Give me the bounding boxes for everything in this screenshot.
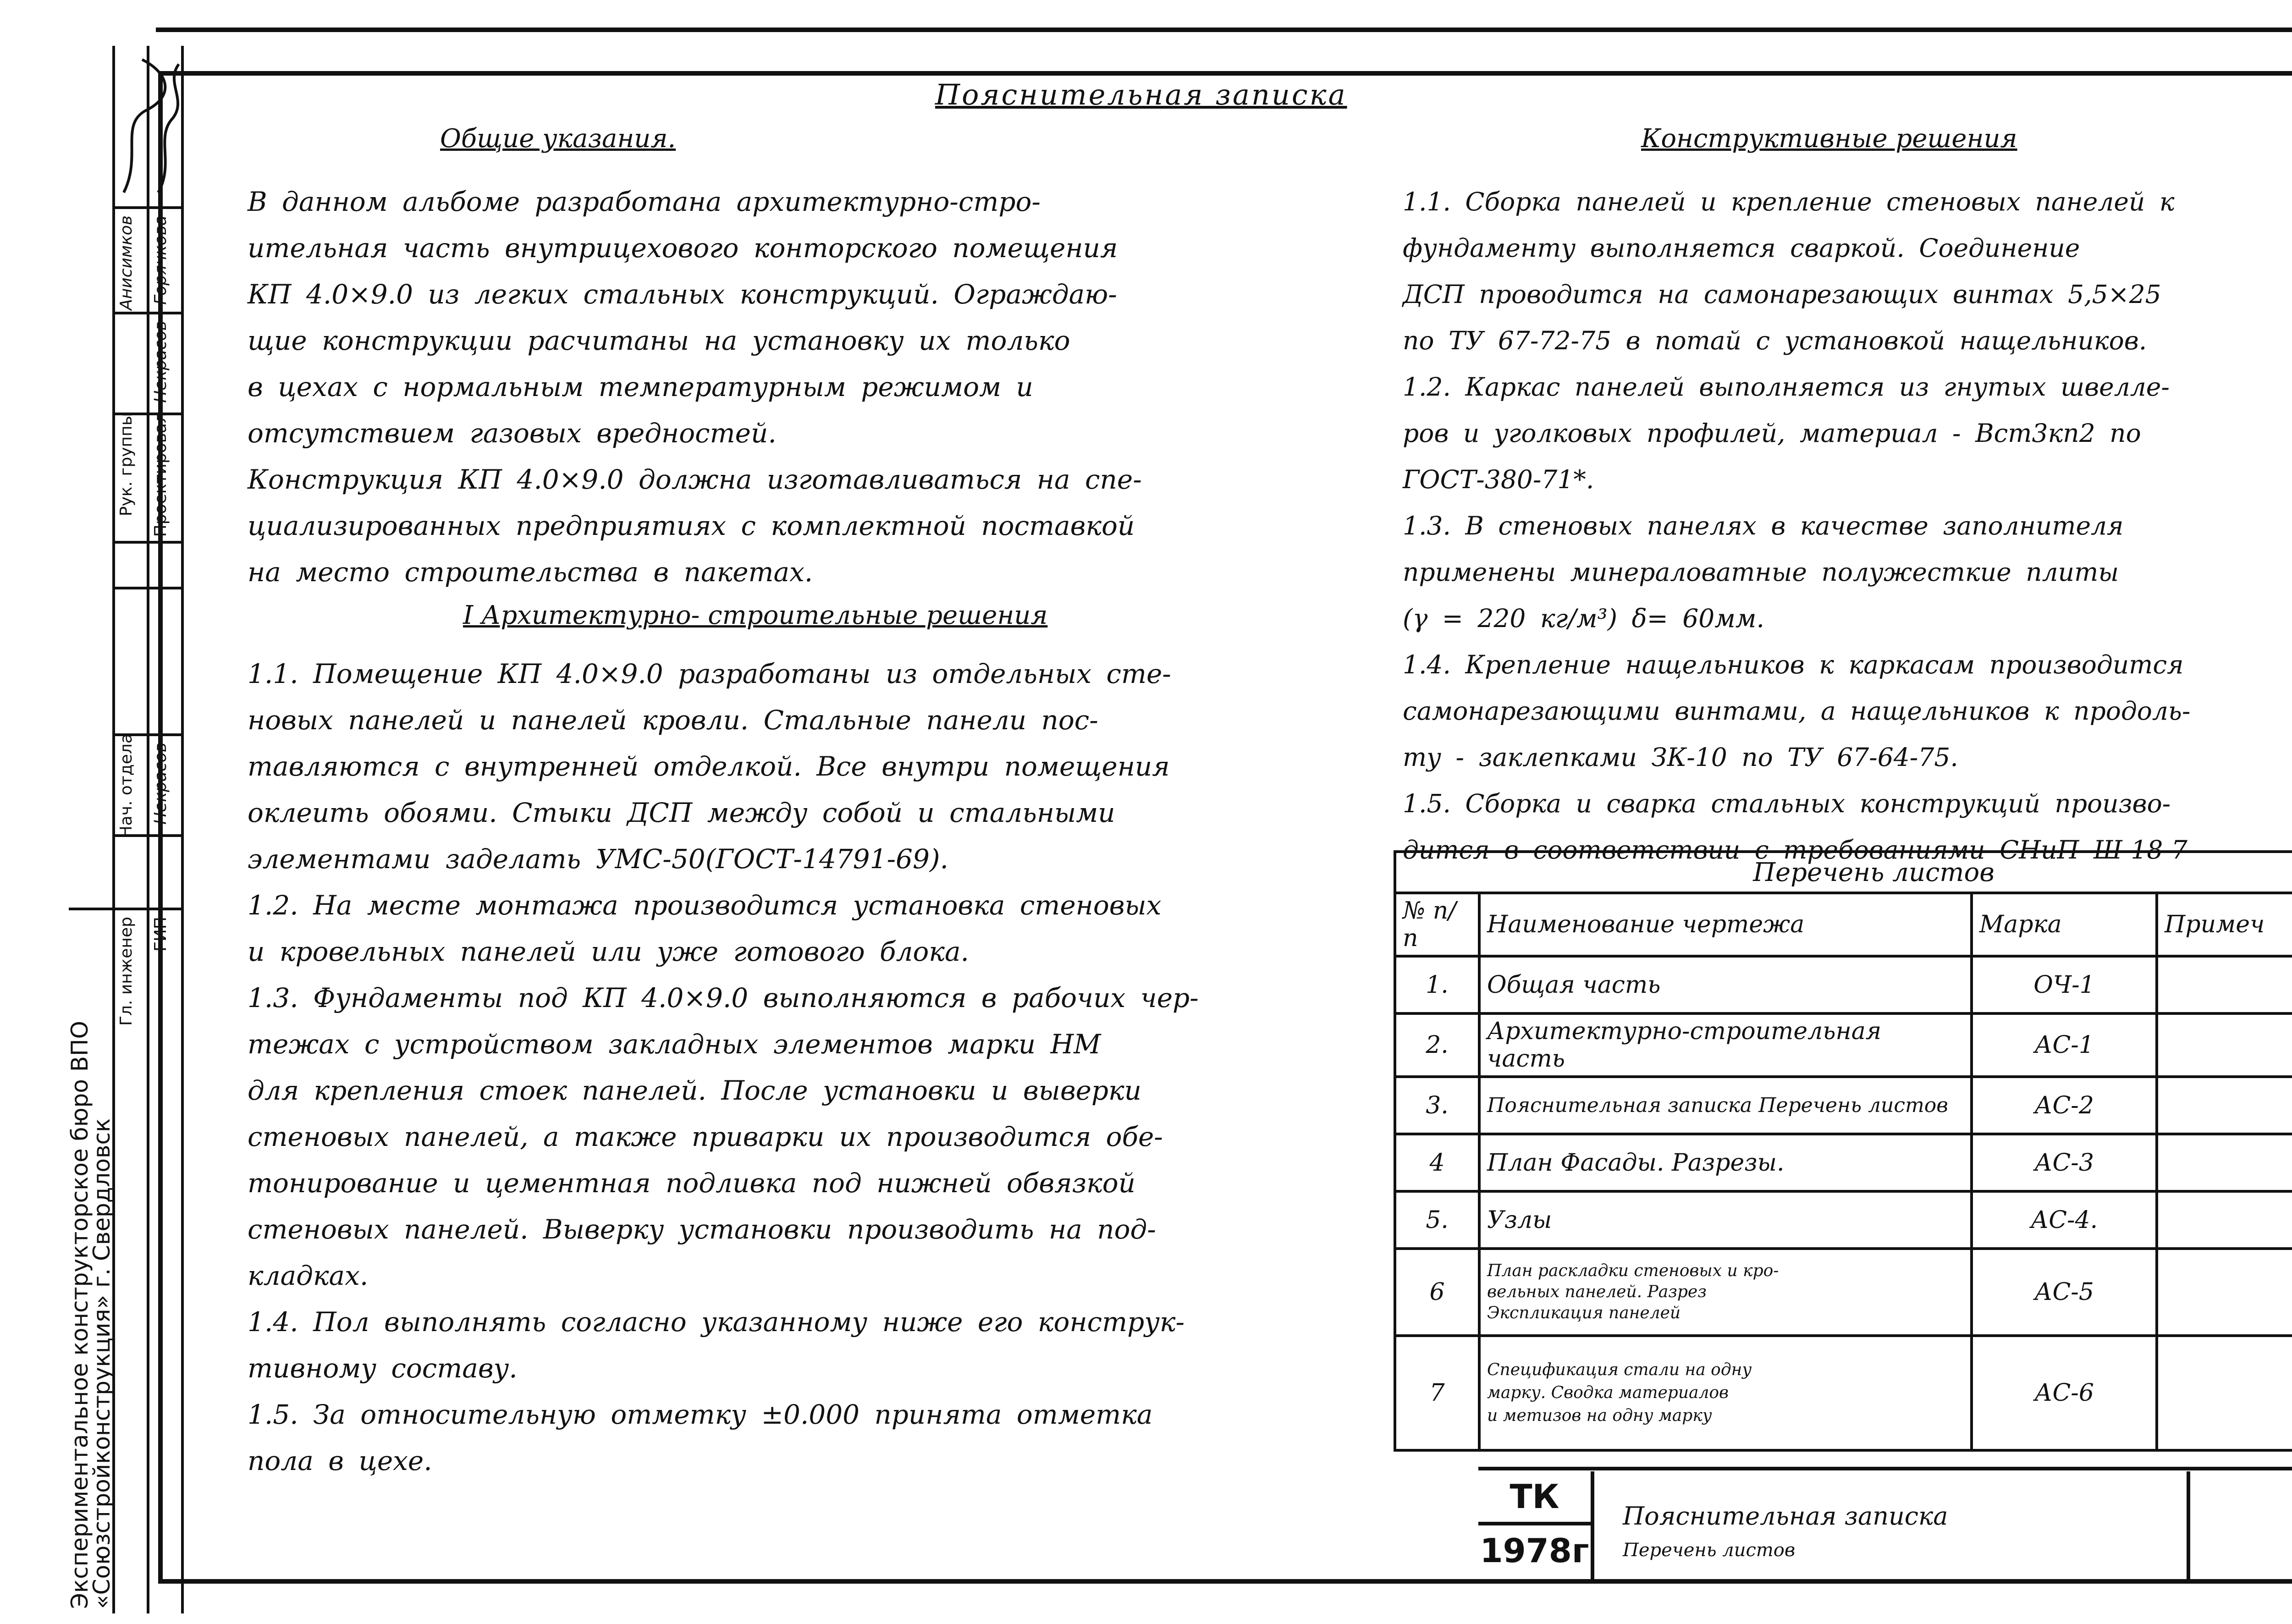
row-number: 2. [1395, 1013, 1479, 1077]
table-row [1395, 1249, 2292, 1336]
row-note [2157, 1077, 2292, 1134]
row-mark: АС-6 [1972, 1336, 2157, 1450]
row-note [2157, 1191, 2292, 1249]
row-mark: АС-2 [1972, 1077, 2157, 1134]
row-note [2157, 1336, 2292, 1450]
col-header: Наименование чертежа [1479, 893, 1972, 956]
title-block-line2: Перечень листов [1623, 1540, 1796, 1561]
code-cell: ТК [1510, 1477, 1559, 1516]
section1-heading: I Архитектурно- строительные решения [463, 600, 1048, 630]
row-note [2157, 956, 2292, 1013]
row-mark: АС-1 [1972, 1013, 2157, 1077]
col-header: № п/п [1395, 893, 1479, 956]
col-header: Марка [1972, 893, 2157, 956]
col-header: Примеч [2157, 893, 2292, 956]
row-note [2157, 1249, 2292, 1336]
row-note [2157, 1013, 2292, 1077]
stamp-name: Некрасов [151, 321, 170, 403]
row-name: Архитектурно-строительная часть [1479, 1013, 1972, 1077]
row-mark: АС-5 [1972, 1249, 2157, 1336]
section1-text: 1.1. Помещение КП 4.0×9.0 разработаны из отдельных сте- новых панелей и панелей кровли. Стальные панели пос- тавляются с внутренней отделкой. Все внутри помещения оклеить обоями. Стыки ДСП между собой и стальными элементами заделать УМС-50(ГОСТ-14791-69). 1.2. На месте монтажа производится установка стеновых и кровельных панелей или уже готового блока. 1.3. Фундаменты под КП 4.0×9.0 выполняются в рабочих чер- тежах с устройством закладных элементов марки НМ для крепления стоек панелей. После установки и выверки стеновых панелей, а также приварки их производится обе- тонирование и цементная подливка под нижней обвязкой стеновых панелей. Выверку установки производить на под- кладках. 1.4. Пол выполнять согласно указанному ниже его конструк- тивному составу. 1.5. За относительную отметку ±0.000 принята отметка пола в цехе. [248, 658, 1199, 1476]
side-stamp [66, 46, 183, 1613]
constructive-heading: Конструктивные решения [1641, 124, 2017, 154]
stamp-role: Нач. отдела [117, 733, 136, 838]
row-name: Пояснительная записка Перечень листов [1479, 1077, 1972, 1134]
sheet-list-caption: Перечень листов [1395, 852, 2292, 893]
row-number: 4 [1395, 1134, 1479, 1191]
table-row [1395, 956, 2292, 1013]
signature-mark [115, 55, 183, 202]
stamp-name: Анисимков [117, 215, 136, 310]
general-text: В данном альбоме разработана архитектурно-стро- ительная часть внутрицехового конторского помещения КП 4.0×9.0 из легких стальных конструкций. Ограждаю- щие конструкции расчитаны на установку их только в цехах с нормальным температурным режимом и отсутствием газовых вредностей. Конструкция КП 4.0×9.0 должна изготавливаться на спе- циализированных предприятиях с комплектной поставкой на место строительства в пакетах. [248, 186, 1142, 588]
row-note [2157, 1134, 2292, 1191]
constructive-text: 1.1. Сборка панелей и крепление стеновых панелей к фундаменту выполняется сваркой. Соединение ДСП проводится на самонарезающих винтах 5,5×25 по ТУ 67-72-75 в потай с установкой нащельников. 1.2. Каркас панелей выполняется из гнутых швелле- ров и уголковых профилей, материал - Вст3кп2 по ГОСТ-380-71*. 1.3. В стеновых панелях в качестве заполнителя применены минераловатные полужесткие плиты (γ = 220 кг/м³) δ= 60мм. 1.4. Крепление нащельников к каркасам производится самонарезающими винтами, а нащельников к продоль- ту - заклепками ЗК-10 по ТУ 67-64-75. 1.5. Сборка и сварка стальных конструкций произво- дится в соответствии с требованиями СНиП Ш-18-7 [1403, 187, 2191, 864]
row-name: Узлы [1479, 1191, 1972, 1249]
stamp-role: Проектировал [151, 413, 170, 537]
stamp-role: Рук. группы [117, 413, 136, 517]
title-block-line1: Пояснительная записка [1623, 1502, 1948, 1530]
sheet-list-table [1394, 850, 2292, 1452]
row-number: 1. [1395, 956, 1479, 1013]
page-title: Пояснительная записка [935, 78, 1347, 111]
table-row [1395, 1336, 2292, 1450]
row-mark: ОЧ-1 [1972, 956, 2157, 1013]
row-number: 5. [1395, 1191, 1479, 1249]
stamp-role: Гл. инженер [117, 917, 136, 1026]
title-block-right [2187, 1471, 2292, 1579]
row-name: Спецификация стали на одну марку. Сводка материалов и метизов на одну марку [1479, 1336, 1972, 1450]
row-mark: АС-4. [1972, 1191, 2157, 1249]
title-block-text [1623, 1499, 1948, 1568]
stamp-name: Горячкова [151, 215, 170, 305]
row-name: План Фасады. Разрезы. [1479, 1134, 1972, 1191]
table-header-row [1395, 893, 2292, 956]
row-number: 3. [1395, 1077, 1479, 1134]
row-name: Общая часть [1479, 956, 1972, 1013]
table-row [1395, 1191, 2292, 1249]
general-heading: Общие указания. [440, 124, 676, 154]
table-row [1395, 1134, 2292, 1191]
title-block-code [1478, 1471, 1594, 1579]
stamp-name: Некрасов [151, 743, 170, 825]
row-number: 6 [1395, 1249, 1479, 1336]
stamp-role: ГИП [151, 917, 170, 952]
row-name: План раскладки стеновых и кро- вельных панелей. Разрез Экспликация панелей [1479, 1249, 1972, 1336]
stamp-org: Экспериментальное конструкторское бюро ВПО «Союзстройконструкция» г. Свердловск [66, 1020, 115, 1609]
table-row [1395, 1013, 2292, 1077]
table-row [1395, 1077, 2292, 1134]
row-number: 7 [1395, 1336, 1479, 1450]
year-cell: 1978г [1478, 1522, 1591, 1576]
top-border-line [156, 28, 2292, 32]
row-mark: АС-3 [1972, 1134, 2157, 1191]
